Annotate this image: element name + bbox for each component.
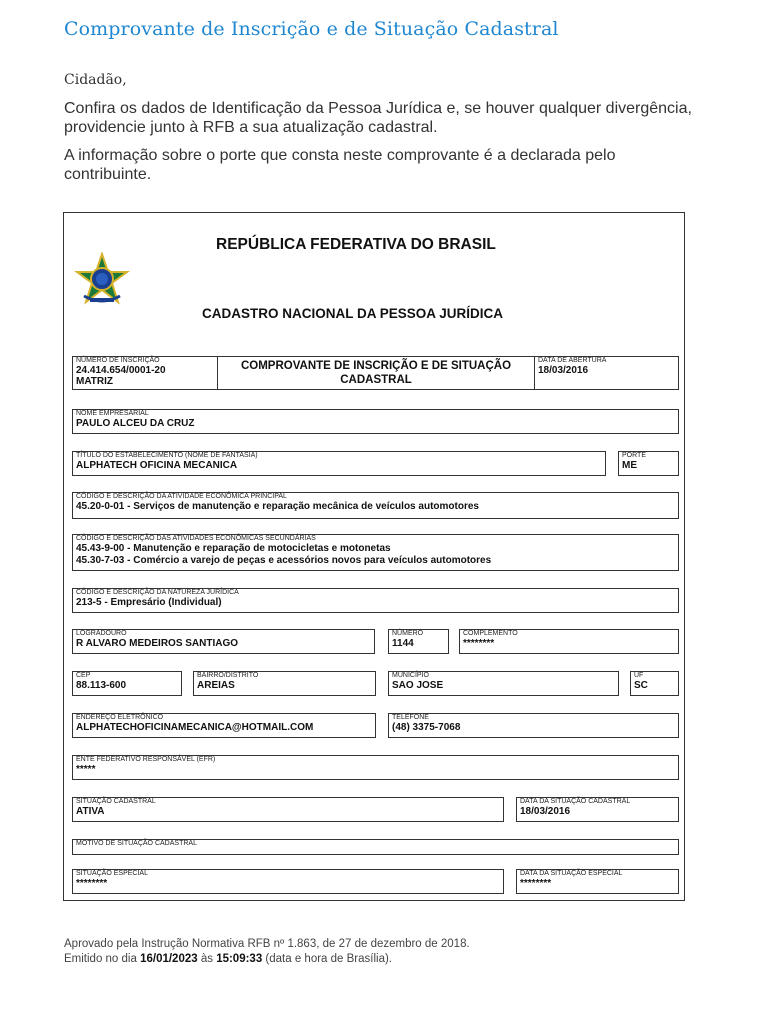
complemento-value: ********	[463, 638, 495, 649]
numero-inscricao-field	[72, 356, 218, 390]
data-situacao-especial-field	[516, 869, 679, 894]
atividade-principal-value: 45.20-0-01 - Serviços de manutenção e reparação mecânica de veículos automotores	[76, 501, 479, 512]
card-header: REPÚBLICA FEDERATIVA DO BRASIL	[216, 236, 496, 253]
efr-label: ENTE FEDERATIVO RESPONSÁVEL (EFR)	[76, 756, 216, 763]
data-abertura-label: DATA DE ABERTURA	[538, 357, 607, 364]
emission-date: 16/01/2023	[140, 953, 198, 965]
bairro-field	[193, 671, 376, 696]
nome-empresarial-label: NOME EMPRESARIAL	[76, 410, 149, 417]
atividades-secundarias-field	[72, 534, 679, 571]
comprovante-title-box	[217, 356, 535, 390]
atividade-principal-field	[72, 492, 679, 519]
footer-emission	[64, 952, 392, 967]
natureza-juridica-label: CÓDIGO E DESCRIÇÃO DA NATUREZA JURÍDICA	[76, 589, 239, 596]
numero-endereco-field	[388, 629, 449, 654]
atividade-principal-label: CÓDIGO E DESCRIÇÃO DA ATIVIDADE ECONÔMICA PRINCIPAL	[76, 493, 287, 500]
data-situacao-field	[516, 797, 679, 822]
cep-label: CEP	[76, 672, 91, 679]
data-abertura-field	[534, 356, 679, 390]
cep-value: 88.113-600	[76, 680, 127, 691]
efr-field	[72, 755, 679, 780]
natureza-juridica-value: 213-5 - Empresário (Individual)	[76, 597, 222, 608]
emission-mid: às	[197, 953, 217, 965]
situacao-especial-label: SITUAÇÃO ESPECIAL	[76, 870, 148, 877]
emission-time: 15:09:33	[216, 953, 263, 965]
numero-endereco-value: 1144	[392, 638, 414, 649]
complemento-field	[459, 629, 679, 654]
logradouro-value: R ALVARO MEDEIROS SANTIAGO	[76, 638, 239, 649]
motivo-situacao-field	[72, 839, 679, 855]
emission-prefix: Emitido no dia	[64, 953, 141, 965]
uf-label: UF	[634, 672, 644, 679]
atividade-secundaria-1: 45.43-9-00 - Manutenção e reparação de motocicletas e motonetas	[76, 543, 391, 554]
greeting: Cidadão,	[64, 72, 127, 88]
brazil-coat-of-arms-icon	[74, 252, 130, 308]
municipio-value: SAO JOSE	[392, 680, 444, 691]
telefone-field	[388, 713, 679, 738]
comprovante-title: COMPROVANTE DE INSCRIÇÃO E DE SITUAÇÃO CADASTRAL	[240, 360, 512, 386]
situacao-cadastral-field	[72, 797, 504, 822]
complemento-label: COMPLEMENTO	[463, 630, 518, 637]
telefone-value: (48) 3375-7068	[392, 722, 461, 733]
telefone-label: TELEFONE	[392, 714, 429, 721]
situacao-cadastral-label: SITUAÇÃO CADASTRAL	[76, 798, 156, 805]
logradouro-label: LOGRADOURO	[76, 630, 127, 637]
data-situacao-value: 18/03/2016	[520, 806, 571, 817]
bairro-label: BAIRRO/DISTRITO	[197, 672, 259, 679]
municipio-label: MUNICÍPIO	[392, 672, 429, 679]
nome-fantasia-label: TÍTULO DO ESTABELECIMENTO (NOME DE FANTASIA)	[76, 452, 258, 459]
atividades-secundarias-label: CÓDIGO E DESCRIÇÃO DAS ATIVIDADES ECONÔMICAS SECUNDÁRIAS	[76, 535, 316, 542]
porte-value: ME	[622, 460, 637, 471]
instruction-paragraph: Confira os dados de Identificação da Pessoa Jurídica e, se houver qualquer divergência, providencie junto à RFB a sua atualização cadastral.	[64, 100, 692, 136]
email-label: ENDEREÇO ELETRÔNICO	[76, 714, 164, 721]
data-situacao-especial-label: DATA DA SITUAÇÃO ESPECIAL	[520, 870, 623, 877]
matriz-value: MATRIZ	[76, 376, 114, 387]
porte-info-paragraph: A informação sobre o porte que consta neste comprovante é a declarada pelo contribuinte.	[64, 147, 616, 183]
emission-suffix: (data e hora de Brasília).	[262, 953, 392, 965]
nome-empresarial-field	[72, 409, 679, 434]
cep-field	[72, 671, 182, 696]
situacao-especial-value: ********	[76, 878, 108, 889]
municipio-field	[388, 671, 619, 696]
page-title: Comprovante de Inscrição e de Situação Cadastral	[64, 18, 559, 40]
data-situacao-label: DATA DA SITUAÇÃO CADASTRAL	[520, 798, 631, 805]
efr-value: *****	[76, 764, 96, 775]
data-abertura-value: 18/03/2016	[538, 365, 589, 376]
bairro-value: AREIAS	[197, 680, 235, 691]
numero-inscricao-label: NÚMERO DE INSCRIÇÃO	[76, 357, 160, 364]
nome-fantasia-value: ALPHATECH OFICINA MECANICA	[76, 460, 238, 471]
numero-endereco-label: NÚMERO	[392, 630, 424, 637]
porte-field	[618, 451, 679, 476]
situacao-cadastral-value: ATIVA	[76, 806, 105, 817]
logradouro-field	[72, 629, 375, 654]
email-value: ALPHATECHOFICINAMECANICA@HOTMAIL.COM	[76, 722, 314, 733]
nome-empresarial-value: PAULO ALCEU DA CRUZ	[76, 418, 195, 429]
email-field	[72, 713, 376, 738]
uf-field	[630, 671, 679, 696]
motivo-situacao-label: MOTIVO DE SITUAÇÃO CADASTRAL	[76, 840, 197, 847]
situacao-especial-field	[72, 869, 504, 894]
uf-value: SC	[634, 680, 648, 691]
card-subheader: CADASTRO NACIONAL DA PESSOA JURÍDICA	[202, 306, 504, 321]
porte-label: PORTE	[622, 452, 646, 459]
nome-fantasia-field	[72, 451, 606, 476]
footer-approval: Aprovado pela Instrução Normativa RFB nº 1.863, de 27 de dezembro de 2018.	[64, 938, 470, 950]
data-situacao-especial-value: ********	[520, 878, 552, 889]
atividade-secundaria-2: 45.30-7-03 - Comércio a varejo de peças e acessórios novos para veículos automotores	[76, 555, 492, 566]
numero-inscricao-value: 24.414.654/0001-20	[76, 365, 166, 376]
natureza-juridica-field	[72, 588, 679, 613]
